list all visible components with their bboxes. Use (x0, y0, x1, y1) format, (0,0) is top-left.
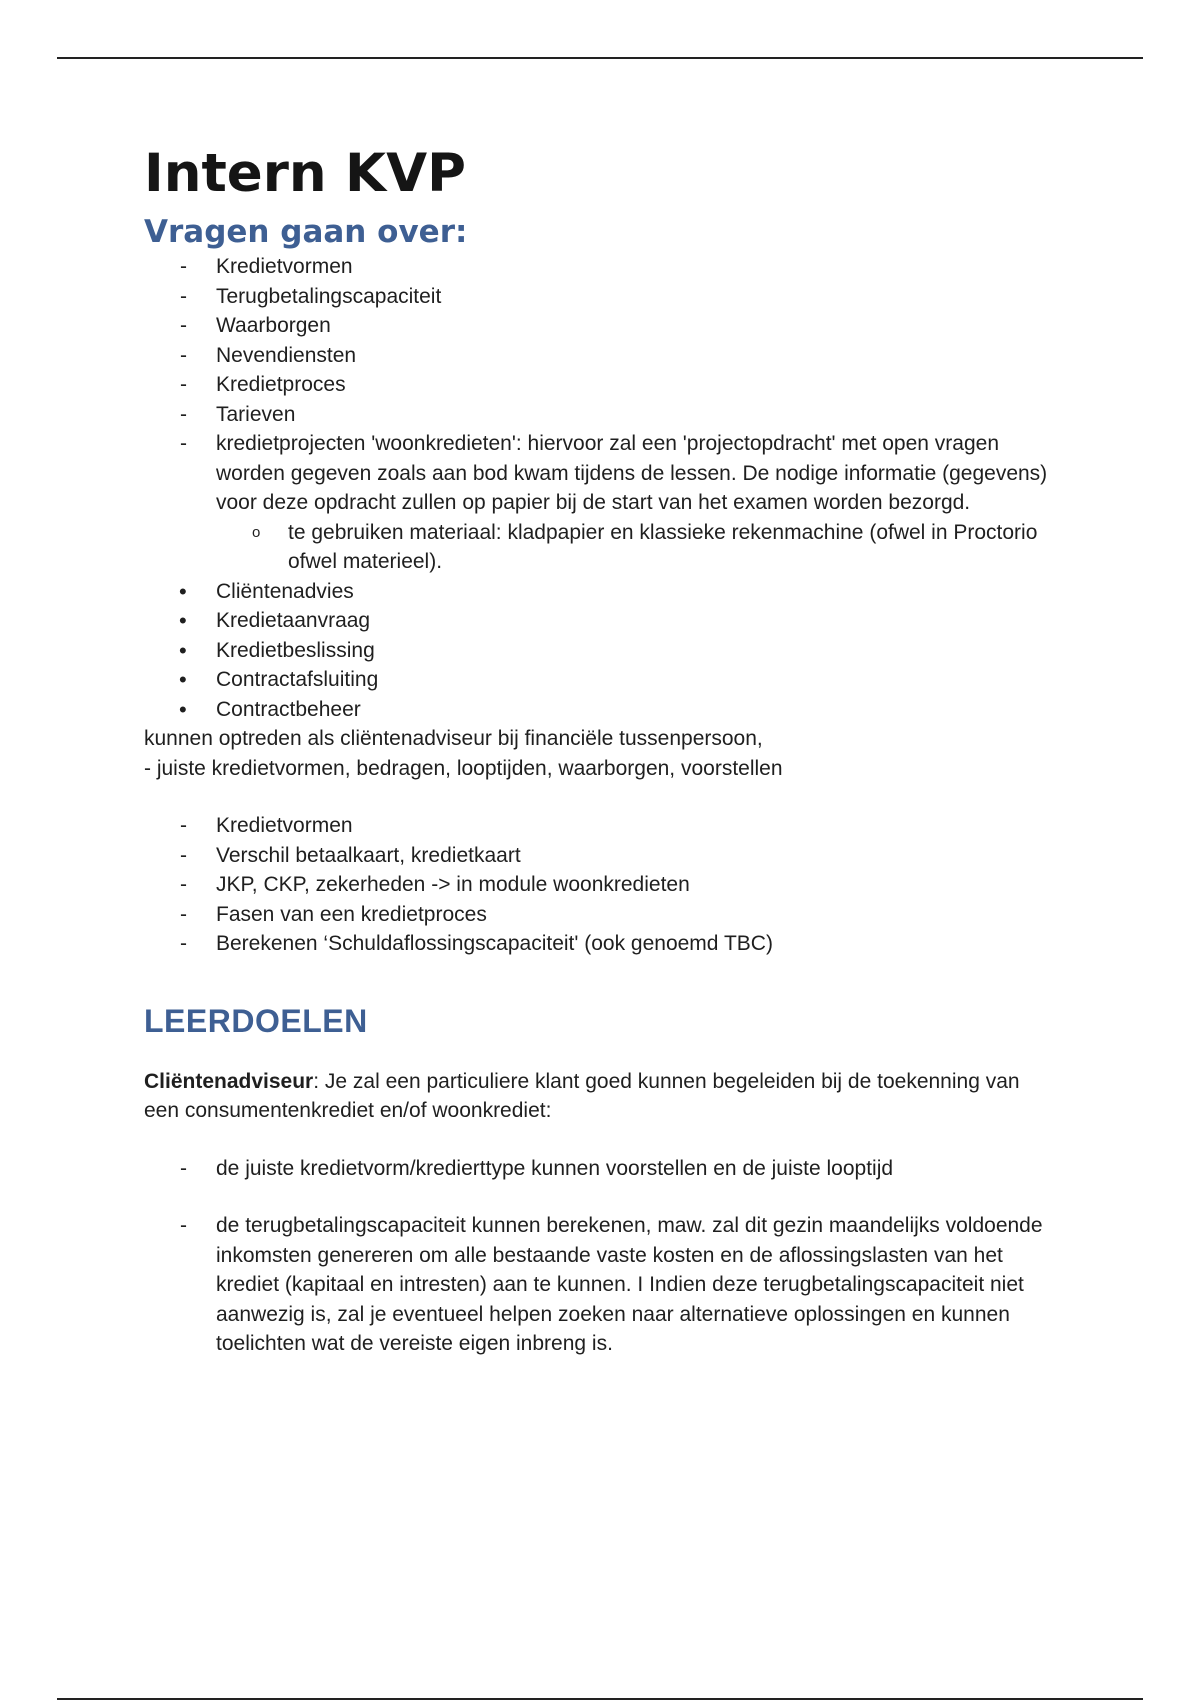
list-item: - Verschil betaalkaart, kredietkaart (180, 843, 521, 867)
leerdoelen-list (144, 1211, 1054, 1359)
leerdoelen-intro: Cliëntenadviseur: Je zal een particuliere klant goed kunnen begeleiden bij de toekenning van een consumentenkrediet en/of woonkrediet: (144, 1069, 1020, 1122)
list-item: - Kredietvormen (180, 255, 353, 278)
paragraph-line: kunnen optreden als cliëntenadviseur bij financiële tussenpersoon, (144, 727, 763, 750)
document-body (144, 136, 1054, 1359)
list-item: - Berekenen ‘Schuldaflossingscapaciteit' (ook genoemd TBC) (180, 932, 773, 955)
leerdoelen-list (144, 1154, 1054, 1184)
spacer (144, 1126, 1054, 1154)
spacer (144, 1183, 1054, 1211)
list-item: - JKP, CKP, zekerheden -> in module woonkredieten (180, 873, 690, 896)
sub-list-item: o te gebruiken materiaal: kladpapier en klassieke rekenmachine (ofwel in Proctorio ofwel materieel). (252, 520, 1038, 573)
list-item: - Terugbetalingscapaciteit (180, 284, 442, 308)
spacer (144, 783, 1054, 811)
bullet-item: • Cliëntenadvies (179, 578, 354, 604)
list-item: - Nevendiensten (180, 343, 357, 367)
list-item: - Tarieven (180, 402, 296, 426)
top-rule (57, 57, 1143, 59)
paragraph-line: - juiste kredietvormen, bedragen, looptijden, waarborgen, voorstellen (144, 756, 783, 780)
spacer (144, 959, 1054, 1001)
section-heading-leerdoelen: LEERDOELEN (144, 1002, 368, 1039)
list-item: - Waarborgen (180, 314, 331, 337)
list-item: - Kredietvormen (180, 814, 353, 837)
list-item: - de juiste kredietvorm/kredierttype kunnen voorstellen en de juiste looptijd (180, 1156, 894, 1180)
list-item: - de terugbetalingscapaciteit kunnen berekenen, maw. zal dit gezin maandelijks voldoende inkomsten genereren om alle bestaande vaste kosten en de aflossingslasten van het krediet (kapitaal en intresten) aan te kunnen. I Indien deze terugbetalingscapaciteit niet aanwezig is, zal je eventueel helpen zoeken naar alternatieve oplossingen en kunnen toelichten wat de vereiste eigen inbreng is. (180, 1214, 1043, 1355)
spacer (144, 1041, 1054, 1067)
page-title: Intern KVP (144, 143, 466, 204)
bullet-item: • Kredietaanvraag (179, 608, 371, 633)
bullet-item: • Contractbeheer (179, 696, 361, 722)
bullet-item: • Kredietbeslissing (179, 637, 375, 663)
section-heading-vragen: Vragen gaan over: (144, 214, 468, 250)
list-item: - Fasen van een kredietproces (180, 902, 487, 926)
topics-list (144, 252, 1054, 724)
list-item: - kredietprojecten 'woonkredieten': hiervoor zal een 'projectopdracht' met open vragen worden gegeven zoals aan bod kwam tijdens de lessen. De nodige informatie (gegevens) voor deze opdracht zullen op papier bij de start van het examen worden bezorgd. (180, 432, 1048, 514)
bullet-item: • Contractafsluiting (179, 667, 379, 692)
list-item: - Kredietproces (180, 373, 346, 396)
topics-list-2 (144, 811, 1054, 959)
